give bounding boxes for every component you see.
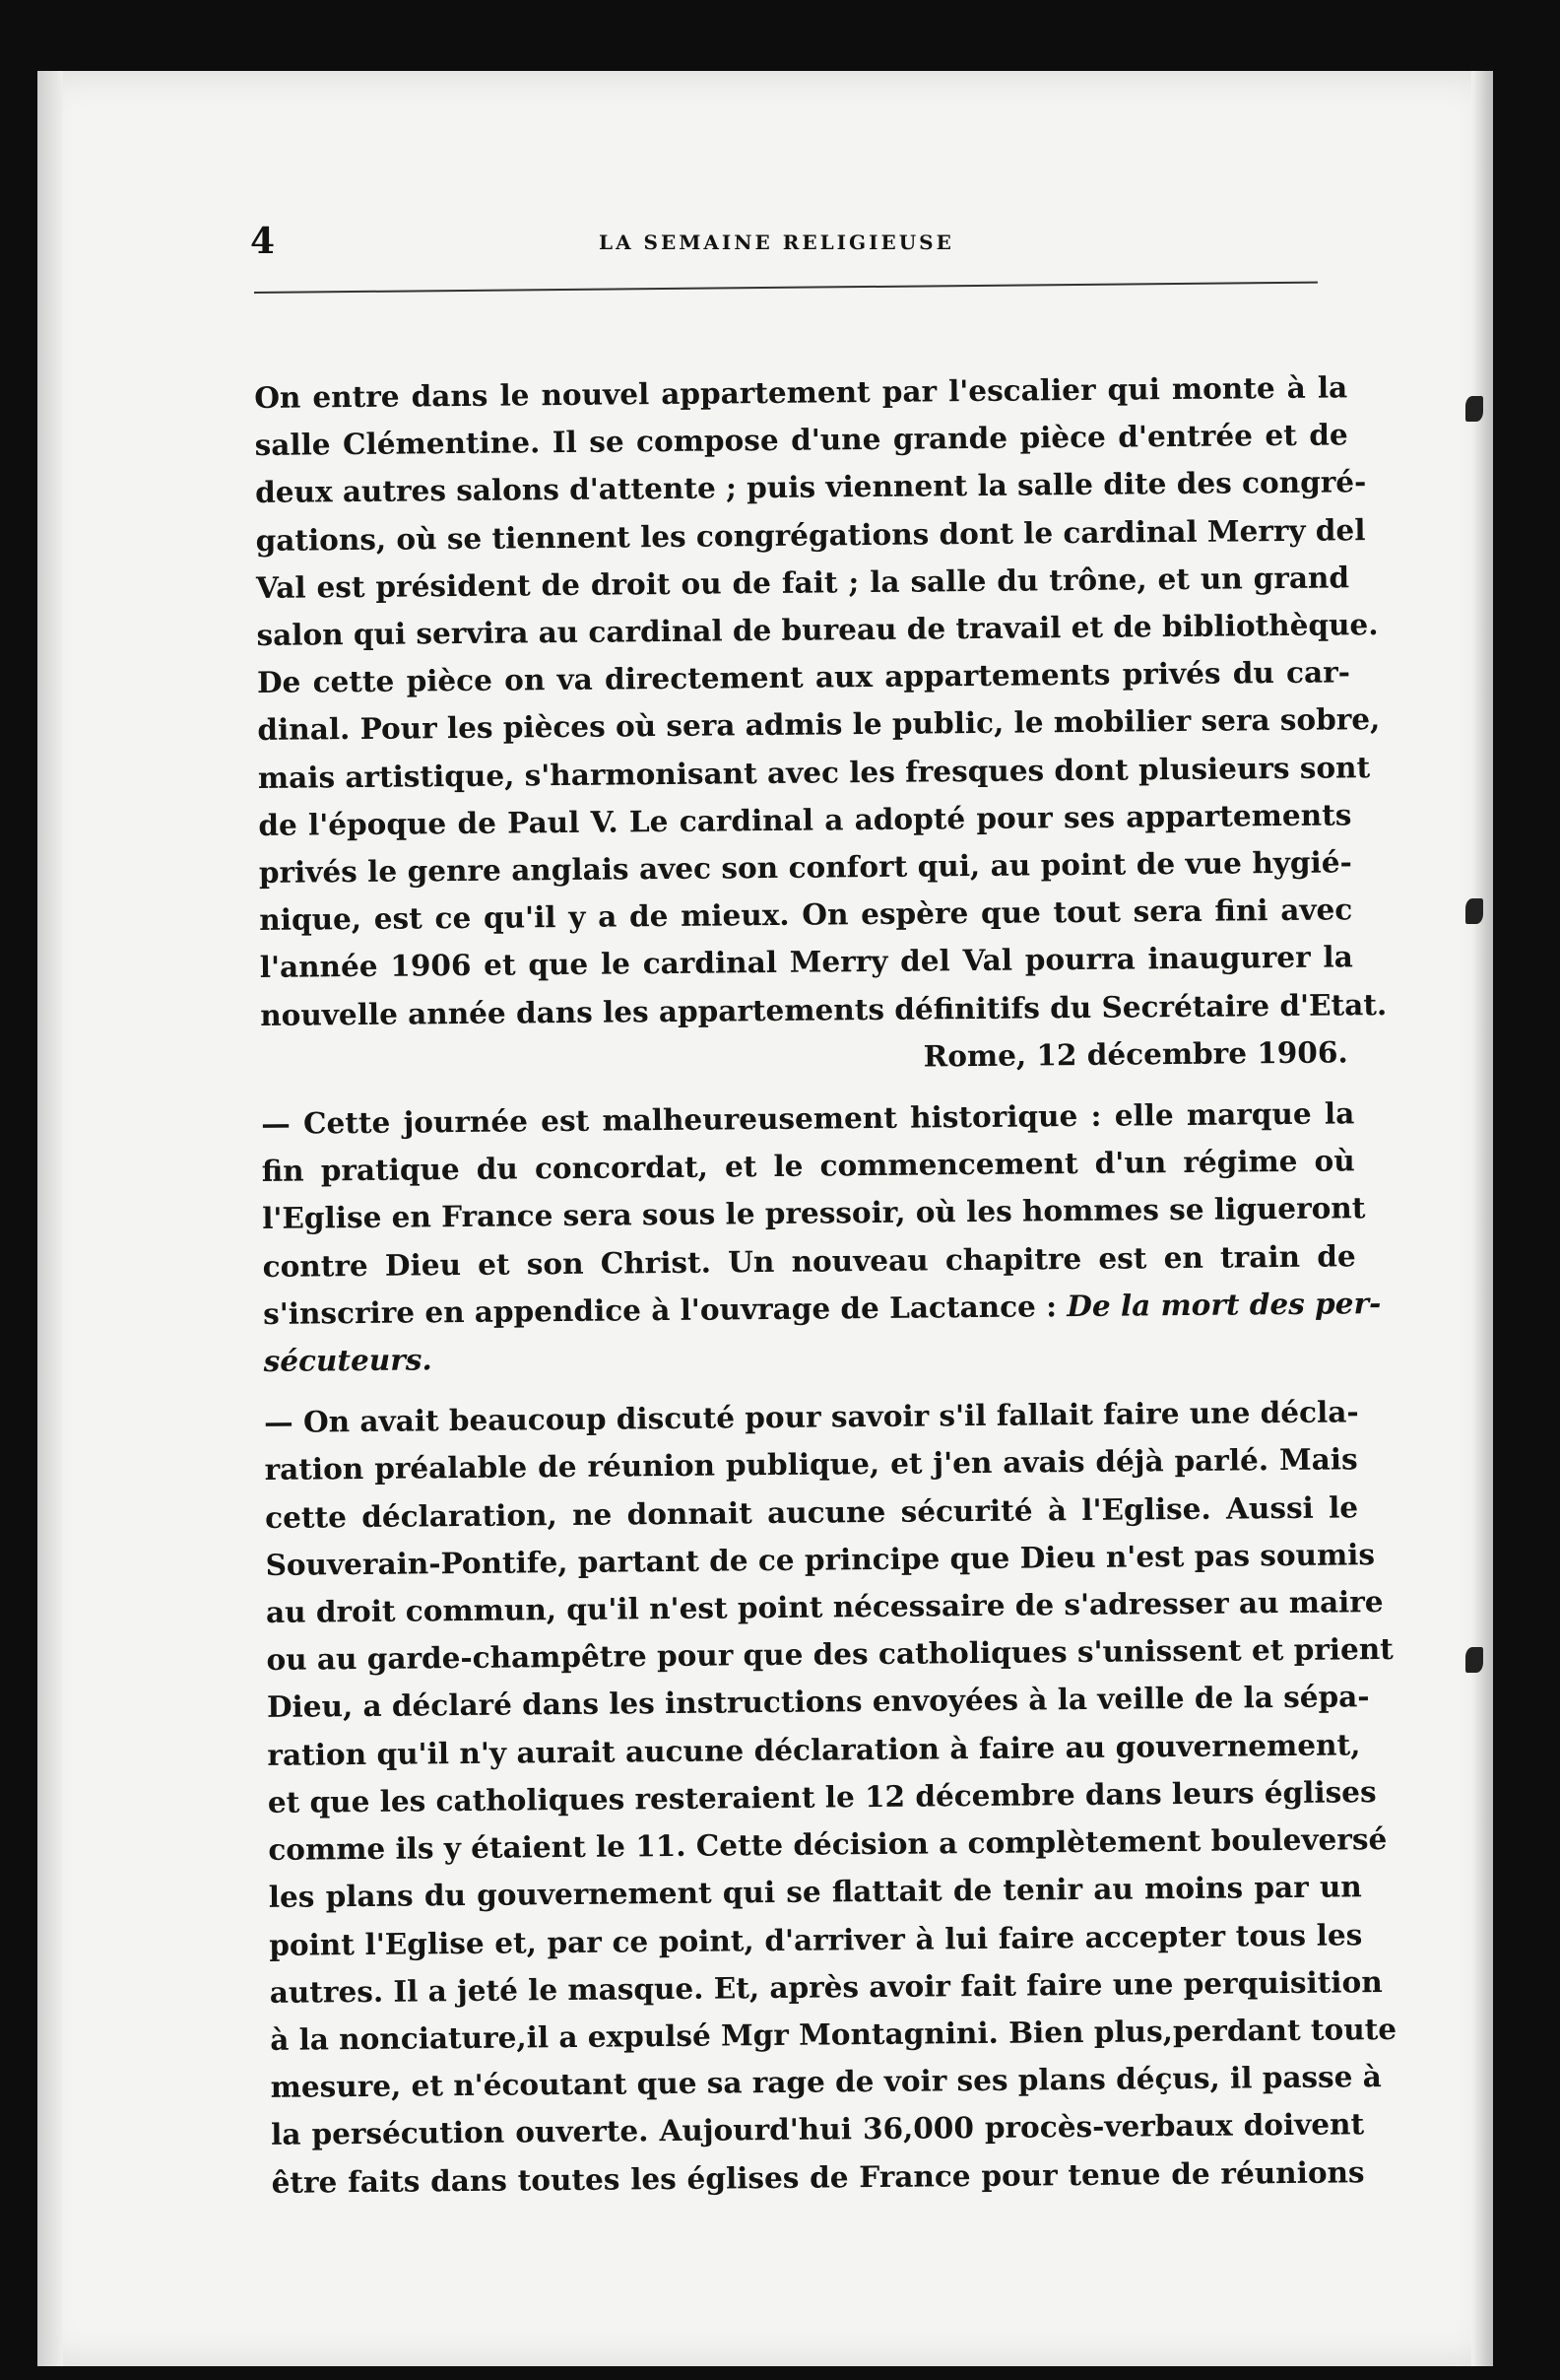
article-body — [254, 364, 1398, 2206]
text-line: salle Clémentine. Il se compose d'une grande pièce d'entrée et de — [254, 417, 1348, 463]
text-line: De cette pièce on va directement aux appartements privés du car- — [256, 654, 1351, 700]
text-line: et que les catholiques resteraient le 12 décembre dans leurs églises — [267, 1774, 1377, 1819]
page-header — [215, 203, 1308, 282]
text-line: salon qui servira au cardinal de bureau de travail et de bibliothèque. — [256, 607, 1379, 653]
text-line: — On avait beaucoup discuté pour savoir s'il fallait faire une décla- — [264, 1394, 1359, 1440]
text-segment: s'inscrire en appendice à l'ouvrage de Lactance : — [262, 1288, 1068, 1331]
text-line: l'Eglise en France sera sous le pressoir, où les hommes se ligueront — [262, 1190, 1366, 1236]
text-line: nique, est ce qu'il y a de mieux. On espère que tout sera fini avec — [259, 892, 1353, 938]
text-line: les plans du gouvernement qui se flattait de tenir au moins par un — [268, 1869, 1362, 1915]
text-line: fin pratique du concordat, et le commencement d'un régime où — [261, 1143, 1355, 1189]
text-line: cette déclaration, ne donnait aucune sécurité à l'Eglise. Aussi le — [264, 1488, 1359, 1535]
text-line: ration qu'il n'y aurait aucune déclaration à faire au gouvernement, — [267, 1726, 1361, 1772]
text-line: de l'époque de Paul V. Le cardinal a adopté pour ses appartements — [258, 797, 1352, 842]
text-line: autres. Il a jeté le masque. Et, après avoir fait faire une perquisition — [269, 1963, 1383, 2010]
paragraph-3 — [264, 1389, 1398, 2207]
book-title-italic: De la mort des per- — [1067, 1285, 1382, 1323]
text-line: comme ils y étaient le 11. Cette décision a complètement bouleversé — [268, 1821, 1388, 1868]
text-line: gations, où se tiennent les congrégations dont le cardinal Merry del — [255, 511, 1366, 558]
text-line: l'année 1906 et que le cardinal Merry del Val pourra inaugurer la — [259, 939, 1353, 985]
page-number: 4 — [250, 221, 276, 262]
text-line: Val est président de droit ou de fait ; la salle du trône, et un grand — [255, 560, 1350, 605]
running-title: LA SEMAINE RELIGIEUSE — [599, 231, 954, 254]
text-line: la persécution ouverte. Aujourd'hui 36,000 procès-verbaux doivent — [270, 2106, 1365, 2152]
book-title-italic-end: sécuteurs. — [263, 1342, 432, 1379]
text-line: au droit commun, qu'il n'est point nécessaire de s'adresser au maire — [265, 1584, 1384, 1630]
text-line: contre Dieu et son Christ. Un nouveau chapitre est en train de — [262, 1237, 1356, 1284]
page-right-edge — [1471, 71, 1493, 2366]
text-line: On entre dans le nouvel appartement par l'escalier qui monte à la — [254, 369, 1348, 415]
text-line: mais artistique, s'harmonisant avec les fresques dont plusieurs sont — [257, 749, 1371, 795]
binding-mark — [1465, 396, 1483, 422]
binding-mark — [1465, 898, 1483, 924]
text-line: à la nonciature,il a expulsé Mgr Montagnini. Bien plus,perdant toute — [270, 2011, 1398, 2057]
text-line: deux autres salons d'attente ; puis viennent la salle dite des congré- — [254, 464, 1367, 510]
text-line: être faits dans toutes les églises de France pour tenue de réunions — [271, 2153, 1365, 2200]
text-line: nouvelle année dans les appartements définitifs du Secrétaire d'Etat. — [260, 986, 1388, 1032]
text-line: mesure, et n'écoutant que sa rage de voir ses plans déçus, il passe à — [270, 2059, 1383, 2105]
text-line: ration préalable de réunion publique, et j'en avais déjà parlé. Mais — [264, 1441, 1358, 1488]
binding-mark — [1465, 1647, 1483, 1673]
text-line: point l'Eglise et, par ce point, d'arriver à lui faire accepter tous les — [269, 1916, 1363, 1962]
paragraph-1 — [254, 364, 1388, 1087]
paragraph-2 — [261, 1090, 1382, 1385]
page-left-edge — [37, 71, 63, 2366]
text-line: Souverain-Pontife, partant de ce principe que Dieu n'est pas soumis — [265, 1537, 1376, 1582]
text-line: Dieu, a déclaré dans les instructions envoyées à la veille de la sépa- — [266, 1679, 1370, 1725]
text-line: ou au garde-champêtre pour que des catholiques s'unissent et prient — [266, 1631, 1395, 1678]
text-line: privés le genre anglais avec son confort qui, au point de vue hygié- — [258, 844, 1352, 891]
text-line: — Cette journée est malheureusement historique : elle marque la — [261, 1095, 1355, 1142]
dateline: Rome, 12 décembre 1906. — [923, 1034, 1348, 1074]
text-line: dinal. Pour les pièces où sera admis le public, le mobilier sera sobre, — [257, 701, 1381, 748]
